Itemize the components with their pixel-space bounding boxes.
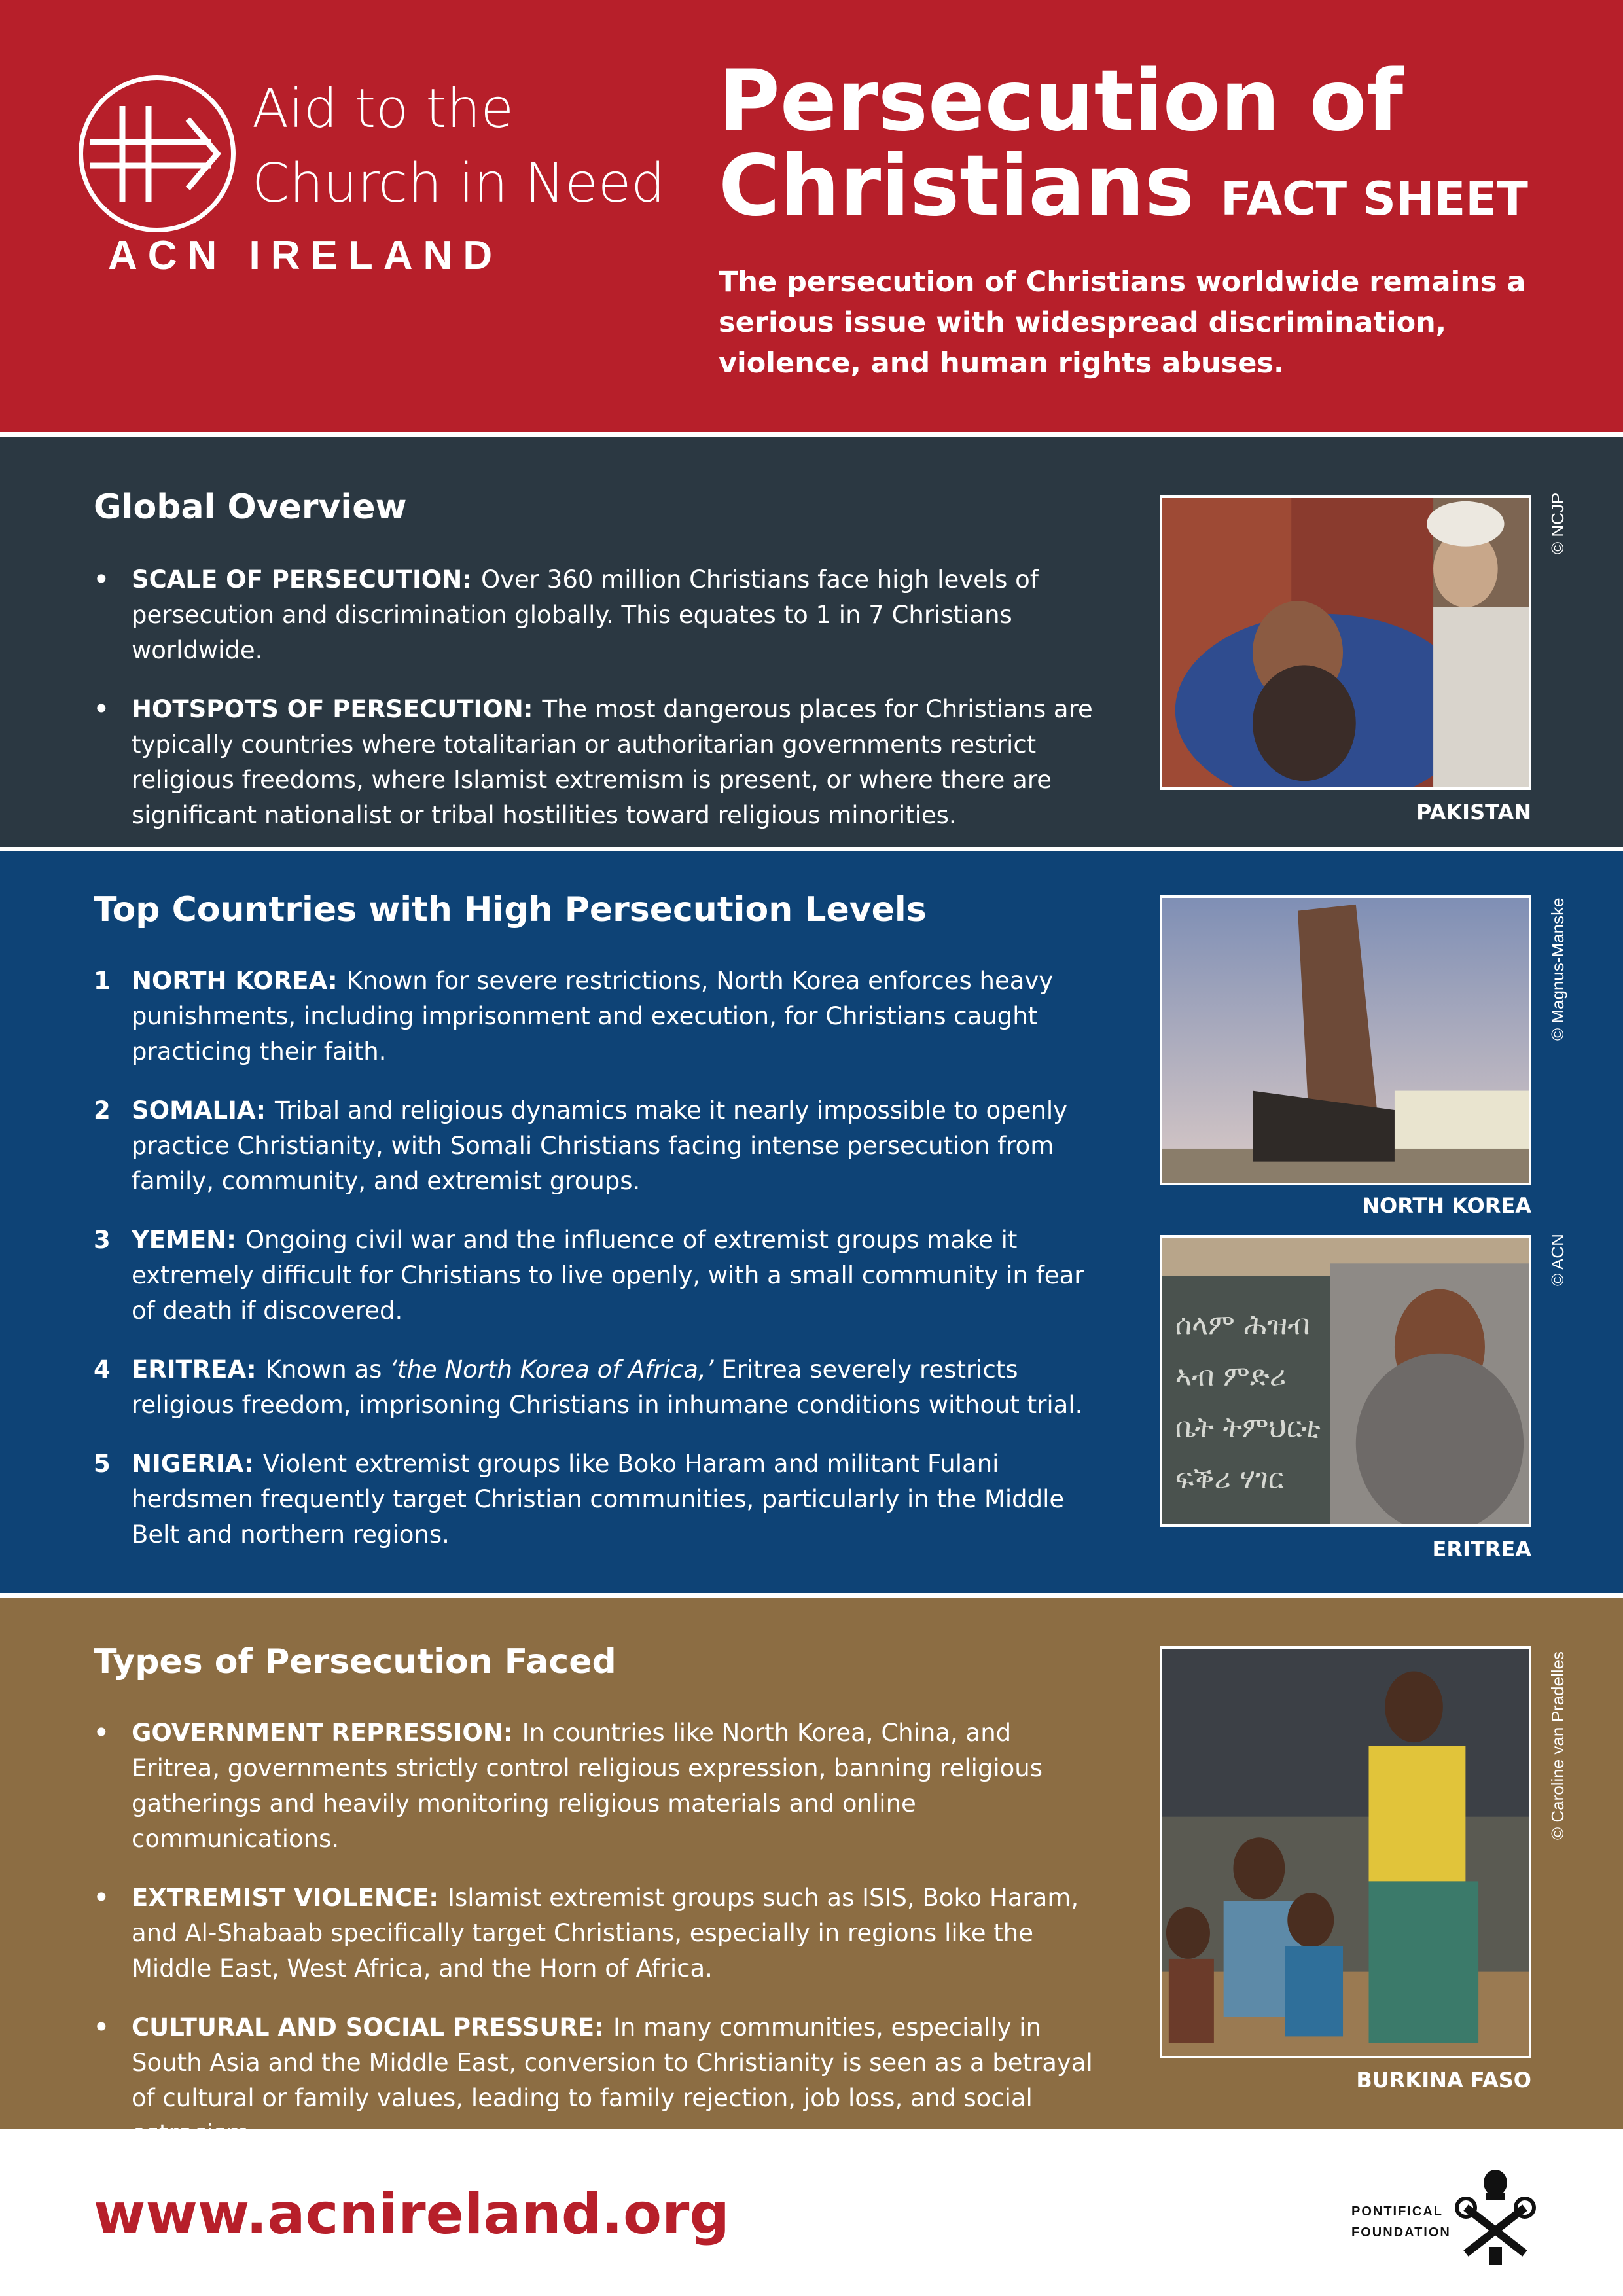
svg-text:ኣብ ምድሪ: ኣብ ምድሪ xyxy=(1175,1359,1287,1393)
svg-text:ፍቕሪ ሃገር: ፍቕሪ ሃገር xyxy=(1175,1463,1284,1496)
top-countries-section xyxy=(0,851,1623,1593)
title-line-2: Christians xyxy=(719,137,1194,235)
logo-line-2: Church in Need xyxy=(252,152,666,215)
north-korea-photo xyxy=(1160,895,1531,1185)
acn-cross-logo-icon xyxy=(79,75,236,232)
types-of-persecution-section xyxy=(0,1598,1623,2129)
photo-credit: © ACN xyxy=(1548,1234,1567,1286)
countries-list xyxy=(94,963,1101,1576)
photo-credit: © Magnus-Manske xyxy=(1548,897,1567,1041)
global-overview-section xyxy=(0,437,1623,847)
photo-caption: BURKINA FASO xyxy=(1356,2068,1531,2092)
pontifical-foundation-label: PONTIFICAL FOUNDATION xyxy=(1351,2204,1451,2240)
logo-subtitle: ACN IRELAND xyxy=(108,233,503,278)
overview-list xyxy=(94,562,1101,857)
list-item: 2 SOMALIA: Tribal and religious dynamics make it nearly impossible to openly practice Christianity, with Somali Christians facing intense persecution from family, community, and extremist groups. xyxy=(94,1096,1068,1195)
list-item: 5 NIGERIA: Violent extremist groups like Boko Haram and militant Fulani herdsmen frequently target Christian communities, particularly in the Middle Belt and northern regions. xyxy=(94,1450,1065,1549)
intro-text: The persecution of Christians worldwide remains a serious issue with widespread discrimination, violence, and human rights abuses. xyxy=(719,266,1526,380)
svg-text:ሰላም ሕዝብ: ሰላም ሕዝብ xyxy=(1175,1308,1310,1342)
title-line-1: Persecution of xyxy=(719,52,1404,150)
section-title: Types of Persecution Faced xyxy=(94,1642,616,1681)
eritrea-photo xyxy=(1160,1235,1531,1527)
list-item: 4 ERITREA: Known as ‘the North Korea of Africa,’ Eritrea severely restricts religious freedom, imprisoning Christians in inhumane conditions without trial. xyxy=(94,1355,1083,1419)
photo-caption: ERITREA xyxy=(1432,1537,1531,1562)
types-list xyxy=(94,1715,1101,2175)
list-item: • CULTURAL AND SOCIAL PRESSURE: In many communities, especially in South Asia and the Middle East, conversion to Christianity is seen as a betrayal of cultural or family values, leading to family rejection, job loss, and social xyxy=(94,2013,1093,2112)
section-title: Global Overview xyxy=(94,488,407,527)
list-item: • EXTREMIST VIOLENCE: Islamist extremist groups such as ISIS, Boko Haram, and Al-Shabaab specifically target Christians, especially in regions like the Middle East, West Africa, and the Horn of Africa. xyxy=(94,1884,1079,1982)
pakistan-photo xyxy=(1160,495,1531,790)
photo-caption: NORTH KOREA xyxy=(1362,1193,1531,1218)
photo-caption: PAKISTAN xyxy=(1416,800,1531,825)
website-link[interactable]: www.acnireland.org xyxy=(94,2181,730,2247)
page-title xyxy=(719,52,1528,242)
fact-sheet-tag: FACT SHEET xyxy=(1221,172,1528,226)
list-item: 1 NORTH KOREA: Known for severe restrictions, North Korea enforces heavy punishments, including imprisonment and execution, for Christians caught practicing their faith. xyxy=(94,967,1054,1066)
photo-credit: © Caroline van Pradelles xyxy=(1548,1651,1567,1840)
svg-text:ቤት ትምህርቲ: ቤት ትምህርቲ xyxy=(1175,1411,1321,1444)
section-title: Top Countries with High Persecution Levels xyxy=(94,890,927,929)
burkina-faso-photo xyxy=(1160,1646,1531,2058)
list-item: • HOTSPOTS OF PERSECUTION: The most dangerous places for Christians are typically countries where totalitarian or authoritarian governments restrict religious freedoms, where Islamist extremism is present, or where there are significant nationalist or tribal hostilities toward religious minorities. xyxy=(94,695,1093,829)
list-item: • GOVERNMENT REPRESSION: In countries like North Korea, China, and Eritrea, governments strictly control religious expression, banning religious gatherings and heavily monitoring religious materials and online communications. xyxy=(94,1719,1043,1853)
photo-credit: © NCJP xyxy=(1548,492,1567,554)
footer-band xyxy=(0,2129,1623,2296)
logo-line-1: Aid to the xyxy=(252,78,514,140)
papal-coat-of-arms-icon xyxy=(1453,2168,1538,2267)
list-item: • SCALE OF PERSECUTION: Over 360 million Christians face high levels of persecution and discrimination globally. This equates to 1 in 7 Christians worldwide. xyxy=(94,565,1039,664)
header-band xyxy=(0,0,1623,432)
list-item: 3 YEMEN: Ongoing civil war and the influence of extremist groups make it extremely difficult for Christians to live openly, with a small community in fear of death if discovered. xyxy=(94,1226,1084,1325)
